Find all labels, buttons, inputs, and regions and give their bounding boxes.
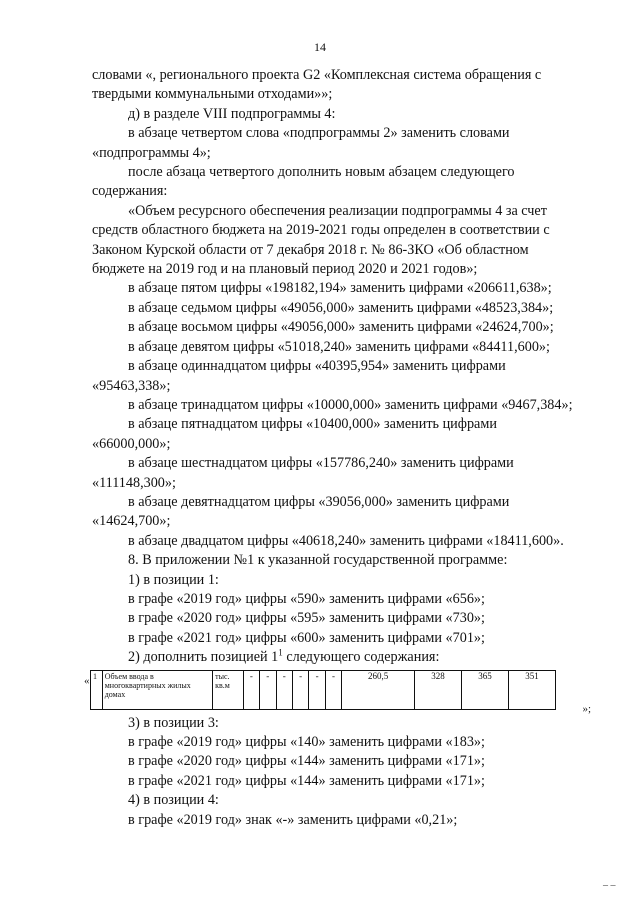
paragraph: 3) в позиции 3: <box>128 714 219 731</box>
table-row <box>91 670 556 709</box>
table-cell: 328 <box>415 670 462 709</box>
position-superscript: 1 <box>278 647 283 658</box>
paragraph-list <box>92 66 577 648</box>
add-position-text-end: следующего содержания: <box>282 649 440 666</box>
paragraph: словами «, регионального проекта G2 «Комплексная система обращения с твердыми коммунальными отходами»»; <box>92 67 542 103</box>
paragraph: после абзаца четвертого дополнить новым абзацем следующего содержания: <box>92 164 515 200</box>
paragraph: 8. В приложении №1 к указанной государственной программе: <box>128 552 508 569</box>
table-cell: - <box>309 670 325 709</box>
paragraph: в абзаце пятнадцатом цифры «10400,000» заменить цифрами «66000,000»; <box>92 416 497 452</box>
paragraph: в графе «2019 год» цифры «590» заменить цифрами «656»; <box>128 590 485 607</box>
table-cell: 365 <box>462 670 509 709</box>
paragraph: «Объем ресурсного обеспечения реализации подпрограммы 4 за счет средств областного бюджета на 2019-2021 годы определен в соответствии с Законом Курской области от 7 декабря 2018 г. № 86-ЗКО «Об областном бюджете на 2019 год и на плановый период 2020 и 2021 годов»; <box>92 202 550 278</box>
table-cell: тыс. кв.м <box>213 670 244 709</box>
table-cell: - <box>292 670 308 709</box>
add-position-line <box>92 648 577 667</box>
paragraph: в графе «2021 год» цифры «144» заменить цифрами «171»; <box>128 772 485 789</box>
paragraph: в графе «2020 год» цифры «595» заменить цифрами «730»; <box>128 610 485 627</box>
add-position-text: 2) дополнить позицией 1 <box>128 649 279 666</box>
paragraph: в абзаце четвертом слова «подпрограммы 2» заменить словами «подпрограммы 4»; <box>92 125 510 161</box>
document-body <box>84 66 591 830</box>
table-cell: Объем ввода в многоквартирных жилых домах <box>102 670 212 709</box>
paragraph: 4) в позиции 4: <box>128 792 219 809</box>
paragraph: в абзаце восьмом цифры «49056,000» заменить цифрами «24624,700»; <box>128 319 554 336</box>
table-cell: 1 <box>91 670 103 709</box>
table-close-quote: »; <box>582 702 591 715</box>
table-open-quote: « <box>84 674 90 687</box>
inserted-table-block <box>84 670 591 715</box>
paragraph: в абзаце тринадцатом цифры «10000,000» заменить цифрами «9467,384»; <box>128 396 573 413</box>
paragraph: 1) в позиции 1: <box>128 571 219 588</box>
table-cell: 351 <box>508 670 555 709</box>
paragraph: в абзаце седьмом цифры «49056,000» заменить цифрами «48523,384»; <box>128 299 554 316</box>
paragraph: в графе «2020 год» цифры «144» заменить цифрами «171»; <box>128 753 485 770</box>
table-cell: - <box>260 670 276 709</box>
paragraph: в абзаце пятом цифры «198182,194» заменить цифрами «206611,638»; <box>128 280 552 297</box>
page-number: 14 <box>314 40 326 54</box>
table-cell: - <box>325 670 341 709</box>
paragraph: в абзаце двадцатом цифры «40618,240» заменить цифрами «18411,600». <box>128 532 564 549</box>
margin-mark: – – <box>603 880 616 891</box>
paragraph: в графе «2019 год» знак «-» заменить цифрами «0,21»; <box>128 811 458 828</box>
paragraph: в абзаце девятнадцатом цифры «39056,000» заменить цифрами «14624,700»; <box>92 493 510 530</box>
paragraph: в абзаце девятом цифры «51018,240» заменить цифрами «84411,600»; <box>128 338 550 355</box>
paragraph: д) в разделе VIII подпрограммы 4: <box>128 105 336 122</box>
paragraph: в графе «2019 год» цифры «140» заменить цифрами «183»; <box>128 734 485 750</box>
paragraph: в графе «2021 год» цифры «600» заменить цифрами «701»; <box>128 629 485 646</box>
paragraph-list-after <box>92 714 577 830</box>
paragraph: в абзаце одиннадцатом цифры «40395,954» заменить цифрами «95463,338»; <box>92 358 506 394</box>
position-table <box>90 670 556 710</box>
table-cell: 260,5 <box>342 670 415 709</box>
table-cell: - <box>276 670 292 709</box>
paragraph: в абзаце шестнадцатом цифры «157786,240» заменить цифрами «111148,300»; <box>92 455 514 491</box>
table-cell: - <box>243 670 259 709</box>
